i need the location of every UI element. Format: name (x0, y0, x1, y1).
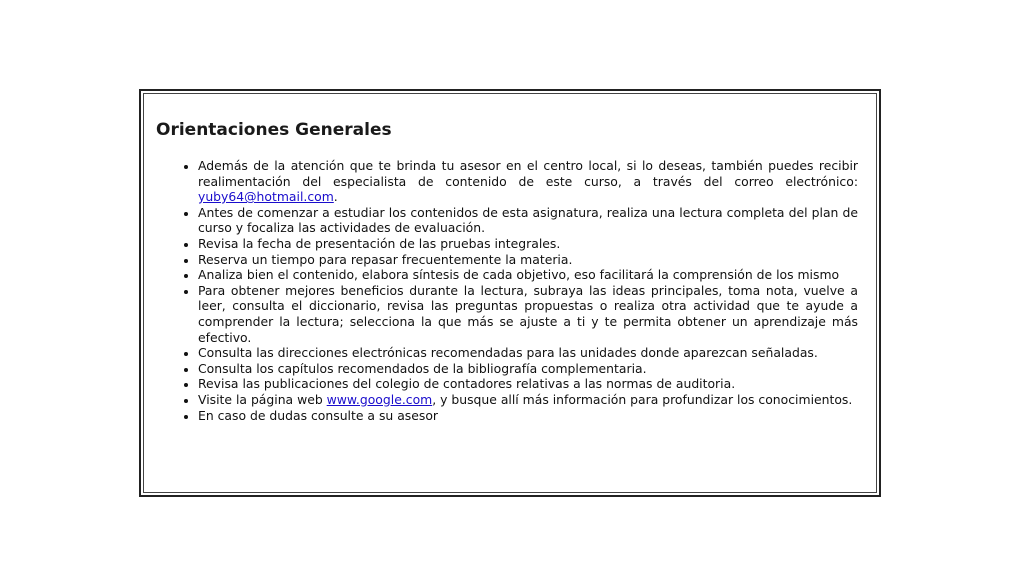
document-content (143, 93, 877, 493)
email-link[interactable]: yuby64@hotmail.com (198, 189, 334, 205)
list-item: • Antes de comenzar a estudiar los contenidos de esta asignatura, realiza una lectura completa del plan de curso y focaliza las actividades de evaluación. (198, 205, 866, 236)
list-item: • Consulta los capítulos recomendados de la bibliografía complementaria. (198, 361, 866, 377)
list-item-text: , y busque allí más información para profundizar los conocimientos. (432, 391, 853, 407)
list-item: • En caso de dudas consulte a su asesor (198, 408, 866, 424)
list-item-text: Visite la página web (198, 391, 327, 407)
list-item: • Para obtener mejores beneficios durante la lectura, subraya las ideas principales, toma nota, vuelve a leer, consulta el diccionario, revisa las preguntas propuestas o realiza otra actividad que te ayude a comprender la lectura; selecciona la que más se ajuste a ti y te permita obtener un aprendizaje más efectivo. (198, 283, 866, 345)
list-item: • Revisa las publicaciones del colegio de contadores relativas a las normas de auditoria. (198, 376, 866, 392)
list-item: • Consulta las direcciones electrónicas recomendadas para las unidades donde aparezcan señaladas. (198, 345, 866, 361)
list-item-text: . (333, 189, 338, 205)
website-link[interactable]: www.google.com (326, 391, 433, 407)
list-item-text: Además de la atención que te brinda tu asesor en el centro local, si lo deseas, también puedes recibir realimentación del especialista de contenido de este curso, a través del correo electrónico: (198, 158, 858, 189)
guidelines-list (156, 158, 866, 423)
list-item (198, 392, 866, 408)
document-frame (139, 89, 881, 497)
list-item: • Analiza bien el contenido, elabora síntesis de cada objetivo, eso facilitará la comprensión de los mismo (198, 267, 866, 283)
list-item: • Reserva un tiempo para repasar frecuentemente la materia. (198, 252, 866, 268)
list-item (198, 158, 866, 205)
list-item: • Revisa la fecha de presentación de las pruebas integrales. (198, 236, 866, 252)
page-title: Orientaciones Generales (156, 120, 392, 140)
